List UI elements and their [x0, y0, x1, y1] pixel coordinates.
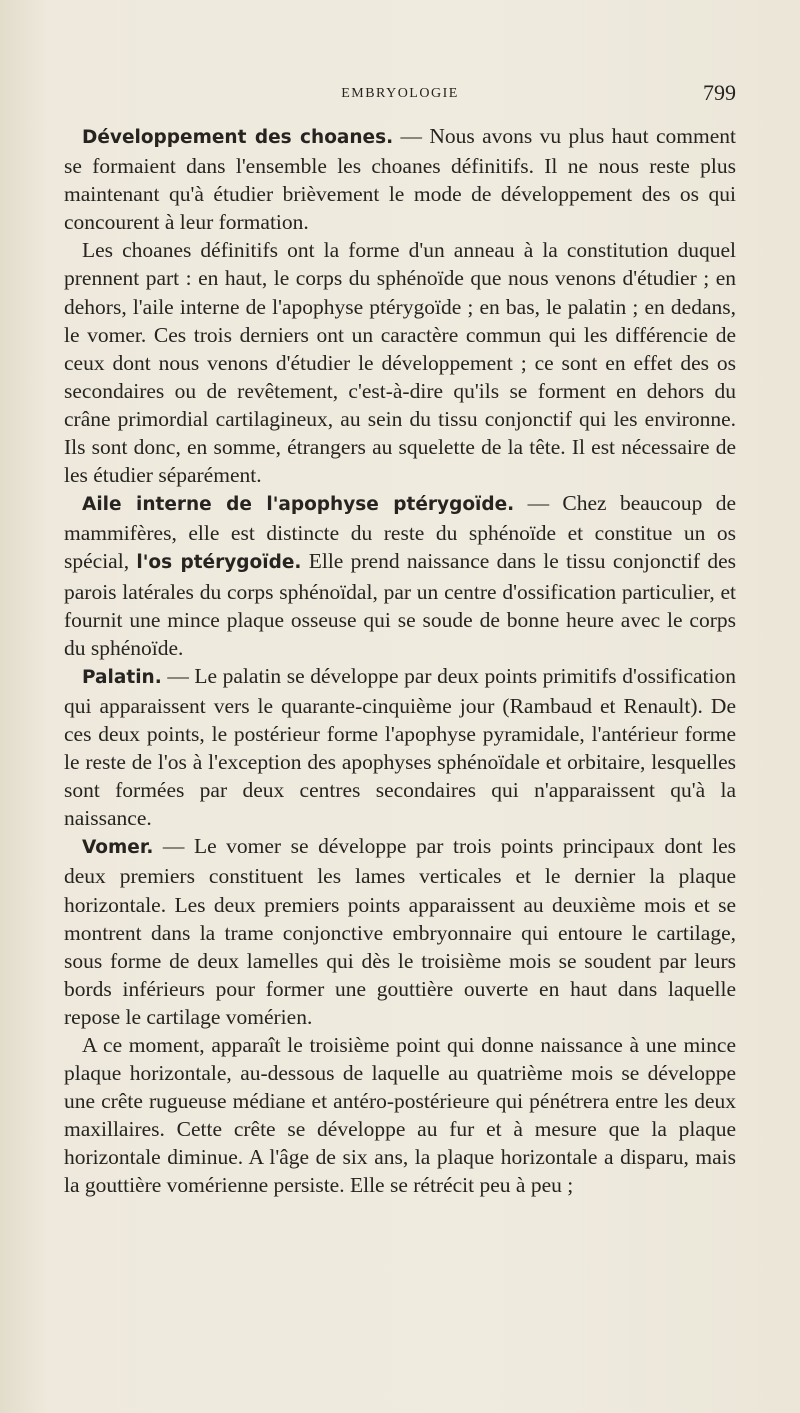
paragraph-aile-interne — [64, 489, 736, 662]
body-text — [64, 122, 736, 1200]
running-title: EMBRYOLOGIE — [341, 86, 459, 101]
paragraph-choanes-definitifs — [64, 236, 736, 489]
paragraph-text: Elle prend naissance dans le tissu conjonctif des parois latérales du corps sphénoïdal, par un centre d'ossification particulier, et fournit une mince plaque osseuse qui se soude de bonne heure avec le corps du sphénoïde. — [64, 549, 736, 660]
paragraph-text: — Chez beaucoup de mammifères, elle est distincte du reste du sphénoïde et constitue un os spécial, — [64, 491, 736, 574]
paragraph-choanes-development — [64, 122, 736, 236]
section-heading-vomer: Vomer. — [82, 837, 154, 859]
section-heading-aile-interne: Aile interne de l'apophyse ptérygoïde. — [82, 494, 515, 516]
paragraph-text: — Le palatin se développe par deux points primitifs d'ossification qui apparaissent vers le quarante-cinquième jour (Rambaud et Renault). De ces deux points, le postérieur forme l'apophyse pyramidale, l'antérieur forme le reste de l'os à l'exception des apophyses sphénoïdale et orbitaire, lesquelles sont formées par deux centres secondaires qui n'apparaissent qu'à la naissance. — [64, 663, 736, 831]
paragraph-vomer — [64, 832, 736, 1031]
page-number: 799 — [703, 80, 736, 105]
paragraph-text: — Nous avons vu plus haut comment se formaient dans l'ensemble les choanes définitifs. Il ne nous reste plus maintenant qu'à étudier brièvement le mode de développement des os qui concourent à leur formation. — [64, 124, 737, 235]
emphasis-os-pterygoide: l'os ptérygoïde. — [136, 552, 302, 574]
paragraph-palatin — [64, 662, 736, 833]
paragraph-text: Les choanes définitifs ont la forme d'un anneau à la constitution duquel prennent part : en haut, le corps du sphénoïde que nous venons d'étudier ; en dehors, l'aile interne de l'apophyse ptérygoïde ; en bas, le palatin ; en dedans, le vomer. Ces trois derniers ont un caractère commun qui les différencie de ceux dont nous venons d'étudier le développement ; ce sont en effet des os secondaires ou de revêtement, c'est-à-dire qu'ils se forment en dehors du crâne primordial cartilagineux, au sein du tissu conjonctif qui les environne. Ils sont donc, en somme, étrangers au squelette de la tête. Il est nécessaire de les étudier séparément. — [64, 238, 736, 488]
section-heading-choanes: Développement des choanes. — [82, 127, 394, 148]
paragraph-text: — Le vomer se développe par trois points principaux dont les deux premiers constituent les lames verticales et le dernier la plaque horizontale. Les deux premiers points apparaissent au deuxième mois et se montrent dans la trame conjonctive embryonnaire qui entoure le cartilage, sous forme de deux lamelles qui dès le troisième mois se soudent par leurs bords inférieurs pour former une gouttière ouverte en haut dans laquelle repose le cartilage vomérien. — [64, 834, 736, 1029]
section-heading-palatin: Palatin. — [82, 666, 162, 688]
paragraph-vomer-continued — [64, 1031, 736, 1200]
paragraph-text: A ce moment, apparaît le troisième point qui donne naissance à une mince plaque horizontale, au-dessous de laquelle au quatrième mois se développe une crête rugueuse médiane et antéro-postérieure qui pénétrera entre les deux maxillaires. Cette crête se développe au fur et à mesure que la plaque horizontale diminue. A l'âge de six ans, la plaque horizontale a disparu, mais la gouttière vomérienne persiste. Elle se rétrécit peu à peu ; — [64, 1033, 736, 1198]
page-header — [64, 80, 736, 110]
